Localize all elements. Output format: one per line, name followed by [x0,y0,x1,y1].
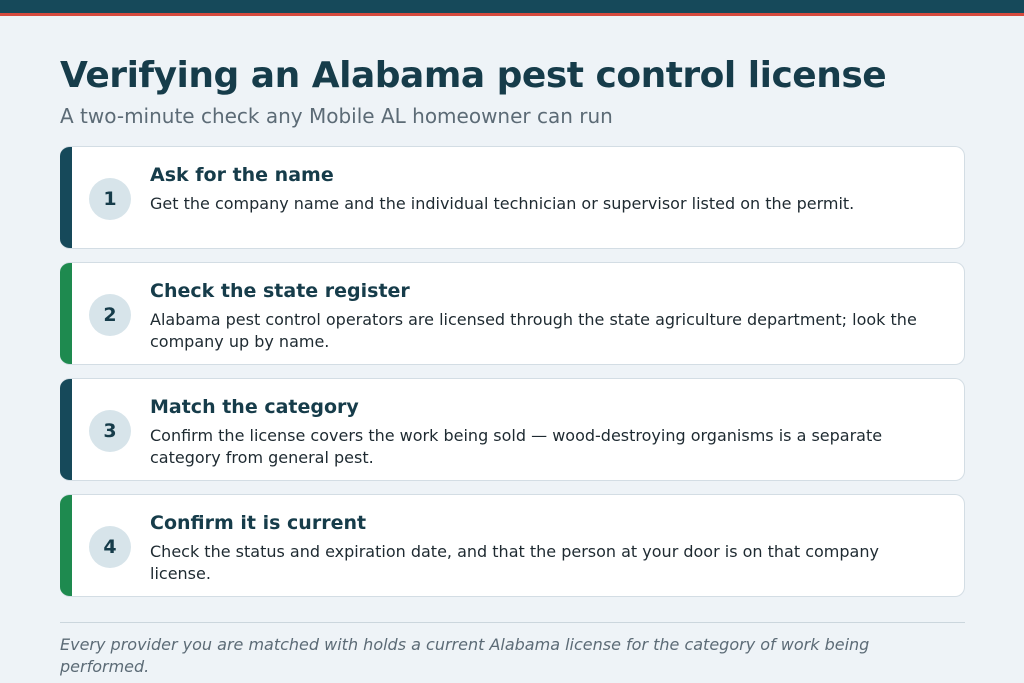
step-heading: Confirm it is current [150,512,367,534]
step-accent-bar [60,147,72,248]
step-heading: Match the category [150,396,359,418]
top-banner-bar [0,0,1024,13]
step-heading: Ask for the name [150,164,334,186]
footer-divider [60,622,965,623]
step-number-badge: 2 [89,294,131,336]
step-accent-bar [60,263,72,364]
page-subtitle: A two-minute check any Mobile AL homeowner can run [60,104,613,128]
footnote-disclaimer: Every provider you are matched with holds a current Alabama license for the category of work being performed. [60,635,870,676]
step-card-4 [60,494,965,597]
step-description: Alabama pest control operators are licensed through the state agriculture department; look the company up by name. [150,310,917,351]
step-number-badge: 4 [89,526,131,568]
step-card-2 [60,262,965,365]
step-accent-bar [60,495,72,596]
step-heading: Check the state register [150,280,410,302]
step-accent-bar [60,379,72,480]
step-description: Get the company name and the individual technician or supervisor listed on the permit. [150,194,855,213]
top-accent-stripe [0,13,1024,16]
page-title: Verifying an Alabama pest control license [60,55,887,96]
step-card-3 [60,378,965,481]
step-description: Check the status and expiration date, and that the person at your door is on that company license. [150,542,879,583]
step-number-badge: 1 [89,178,131,220]
step-number-badge: 3 [89,410,131,452]
step-description: Confirm the license covers the work being sold — wood-destroying organisms is a separate category from general pest. [150,426,883,467]
step-card-1 [60,146,965,249]
